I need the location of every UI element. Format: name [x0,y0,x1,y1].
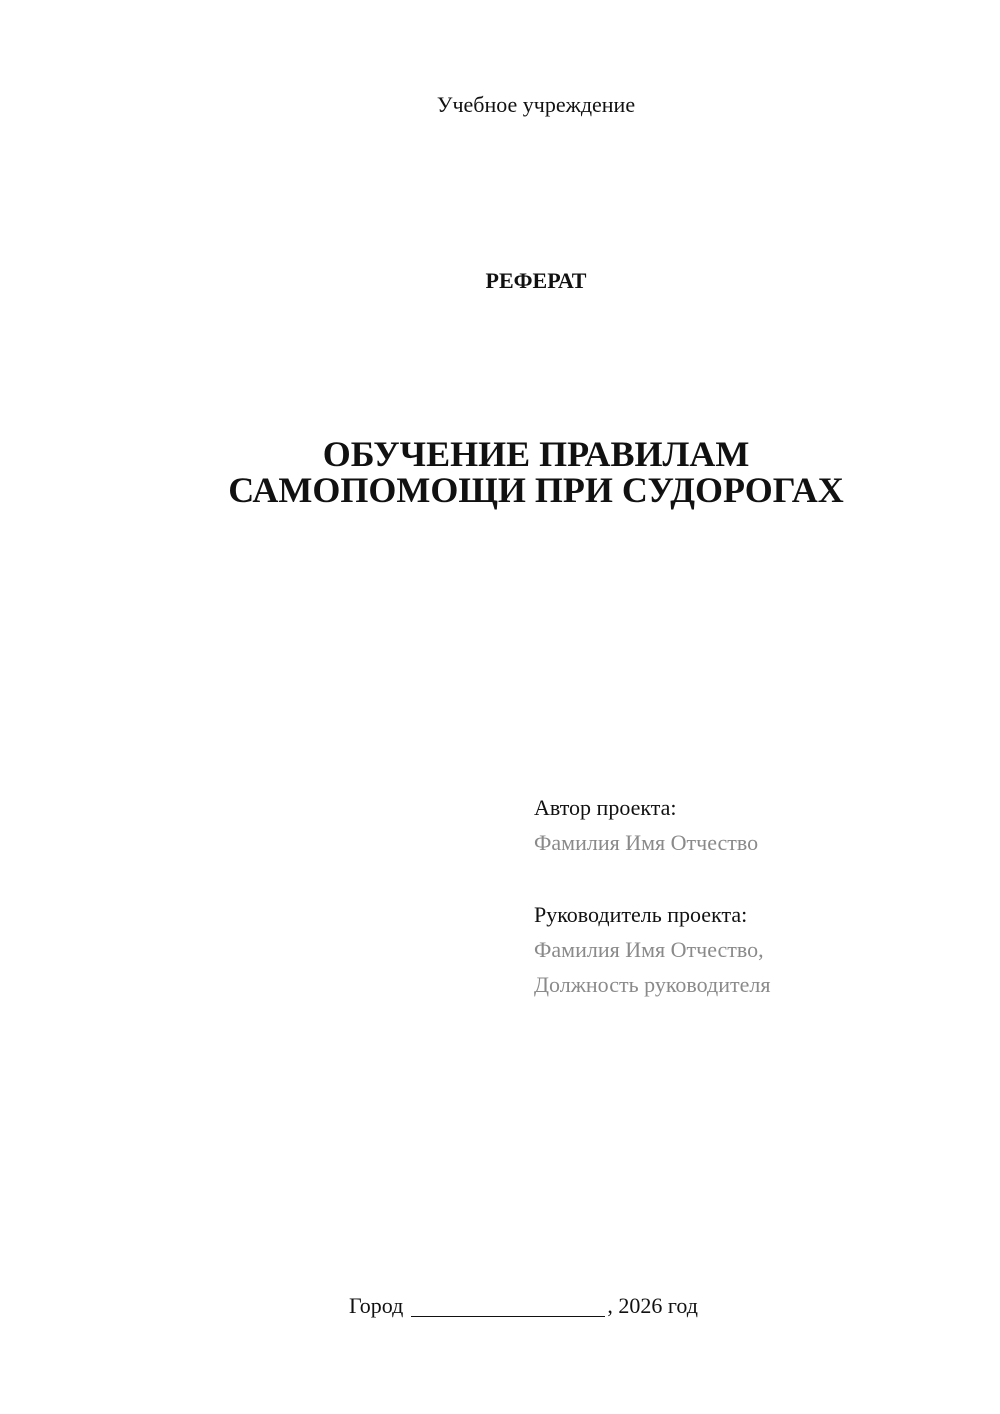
city-label: Город [349,1293,404,1318]
author-name: Фамилия Имя Отчество [534,830,759,855]
supervisor-label: Руководитель проекта: [534,902,748,927]
author-label: Автор проекта: [534,795,677,820]
supervisor-name: Фамилия Имя Отчество, [534,937,764,962]
document-title [36,436,1000,508]
title-line-2: САМОПОМОЩИ ПРИ СУДОРОГАХ [228,470,844,510]
credits-spacer [534,860,954,897]
title-line-1: ОБУЧЕНИЕ ПРАВИЛАМ [322,434,750,474]
credits-block [534,790,954,1002]
institution-name: Учебное учреждение [436,92,636,117]
supervisor-position: Должность руководителя [534,972,771,997]
city-blank-line [411,1294,605,1317]
document-type: РЕФЕРАТ [485,268,587,293]
year-text: , 2026 год [607,1293,698,1318]
footer-city-year [349,1290,698,1319]
